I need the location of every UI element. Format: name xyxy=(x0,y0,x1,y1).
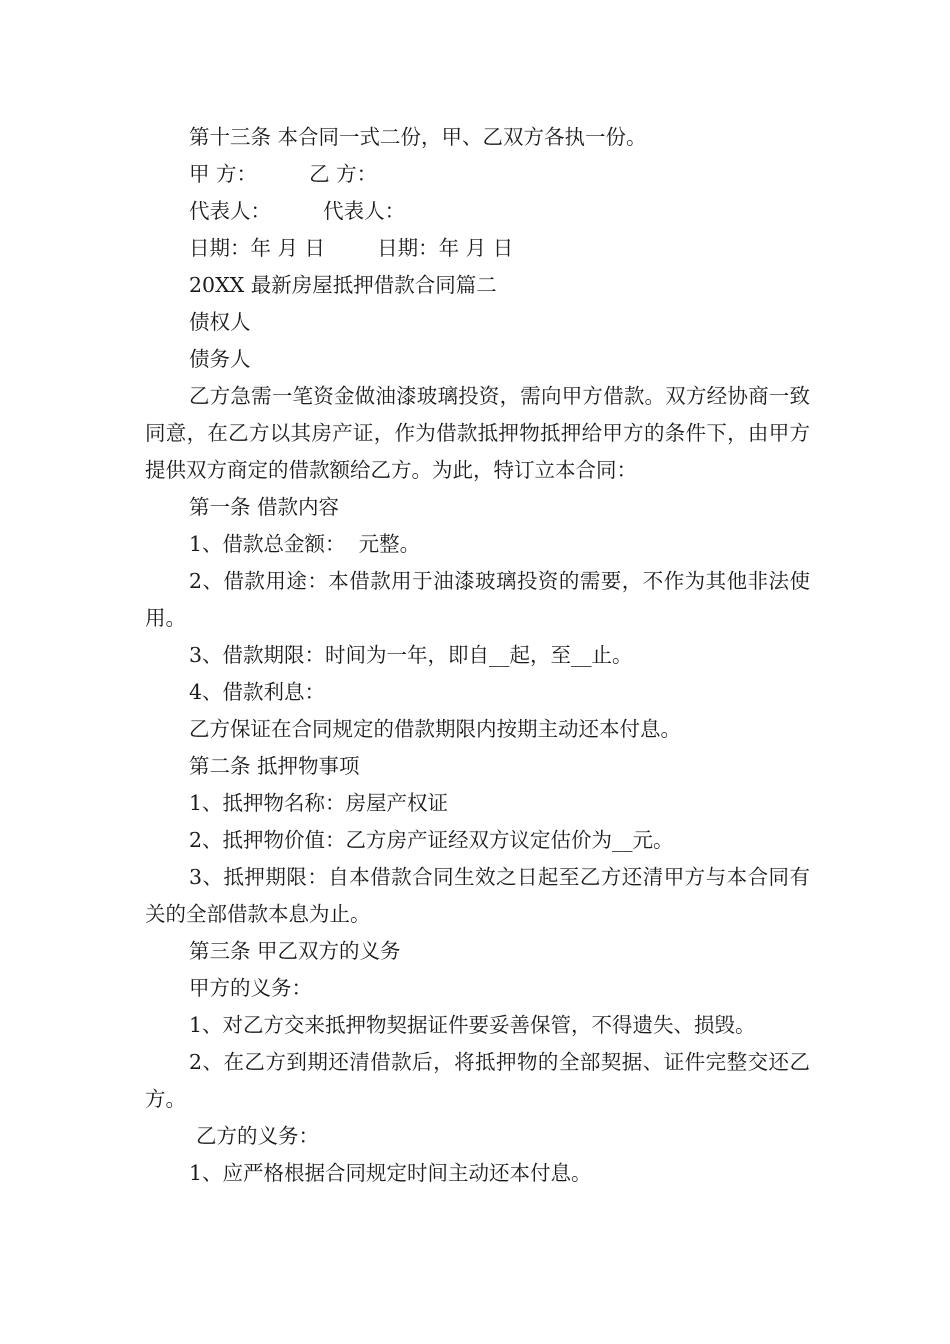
loan-amount: 1、借款总金额： 元整。 xyxy=(189,532,421,556)
document-body xyxy=(145,119,810,1192)
repayment-guarantee: 乙方保证在合同规定的借款期限内按期主动还本付息。 xyxy=(189,717,681,741)
party-a-duty-1: 1、对乙方交来抵押物契据证件要妥善保管，不得遗失、损毁。 xyxy=(189,1013,756,1037)
party-b-duty-1: 1、应严格根据合同规定时间主动还本付息。 xyxy=(189,1161,592,1185)
party-line: 甲 方： 乙 方： xyxy=(189,162,378,186)
clause-1-heading: 第一条 借款内容 xyxy=(189,495,340,519)
debtor-label: 债务人 xyxy=(189,347,251,371)
loan-purpose: 2、借款用途：本借款用于油漆玻璃投资的需要，不作为其他非法使用。 xyxy=(145,569,810,630)
clause-2-heading: 第二条 抵押物事项 xyxy=(189,754,360,778)
collateral-value: 2、抵押物价值：乙方房产证经双方议定估价为__元。 xyxy=(189,828,674,852)
loan-interest: 4、借款利息： xyxy=(189,680,326,704)
creditor-label: 债权人 xyxy=(189,310,251,334)
party-a-duties-label: 甲方的义务： xyxy=(189,976,312,1000)
collateral-term: 3、抵押期限：自本借款合同生效之日起至乙方还清甲方与本合同有关的全部借款本息为止。 xyxy=(145,865,810,926)
date-line: 日期：年 月 日 日期：年 月 日 xyxy=(189,236,514,260)
section-title: 20XX 最新房屋抵押借款合同篇二 xyxy=(189,273,497,297)
party-a-duty-2: 2、在乙方到期还清借款后，将抵押物的全部契据、证件完整交还乙方。 xyxy=(145,1050,810,1111)
clause-3-heading: 第三条 甲乙双方的义务 xyxy=(189,939,401,963)
party-b-duties-label: 乙方的义务： xyxy=(196,1124,319,1148)
clause-13: 第十三条 本合同一式二份，甲、乙双方各执一份。 xyxy=(189,125,647,149)
representative-line: 代表人： 代表人： xyxy=(189,199,406,223)
collateral-name: 1、抵押物名称：房屋产权证 xyxy=(189,791,449,815)
loan-term: 3、借款期限：时间为一年，即自__起，至__止。 xyxy=(189,643,633,667)
intro-paragraph: 乙方急需一笔资金做油漆玻璃投资，需向甲方借款。双方经协商一致同意，在乙方以其房产证，作为借款抵押物抵押给甲方的条件下，由甲方提供双方商定的借款额给乙方。为此，特订立本合同： xyxy=(145,384,810,482)
